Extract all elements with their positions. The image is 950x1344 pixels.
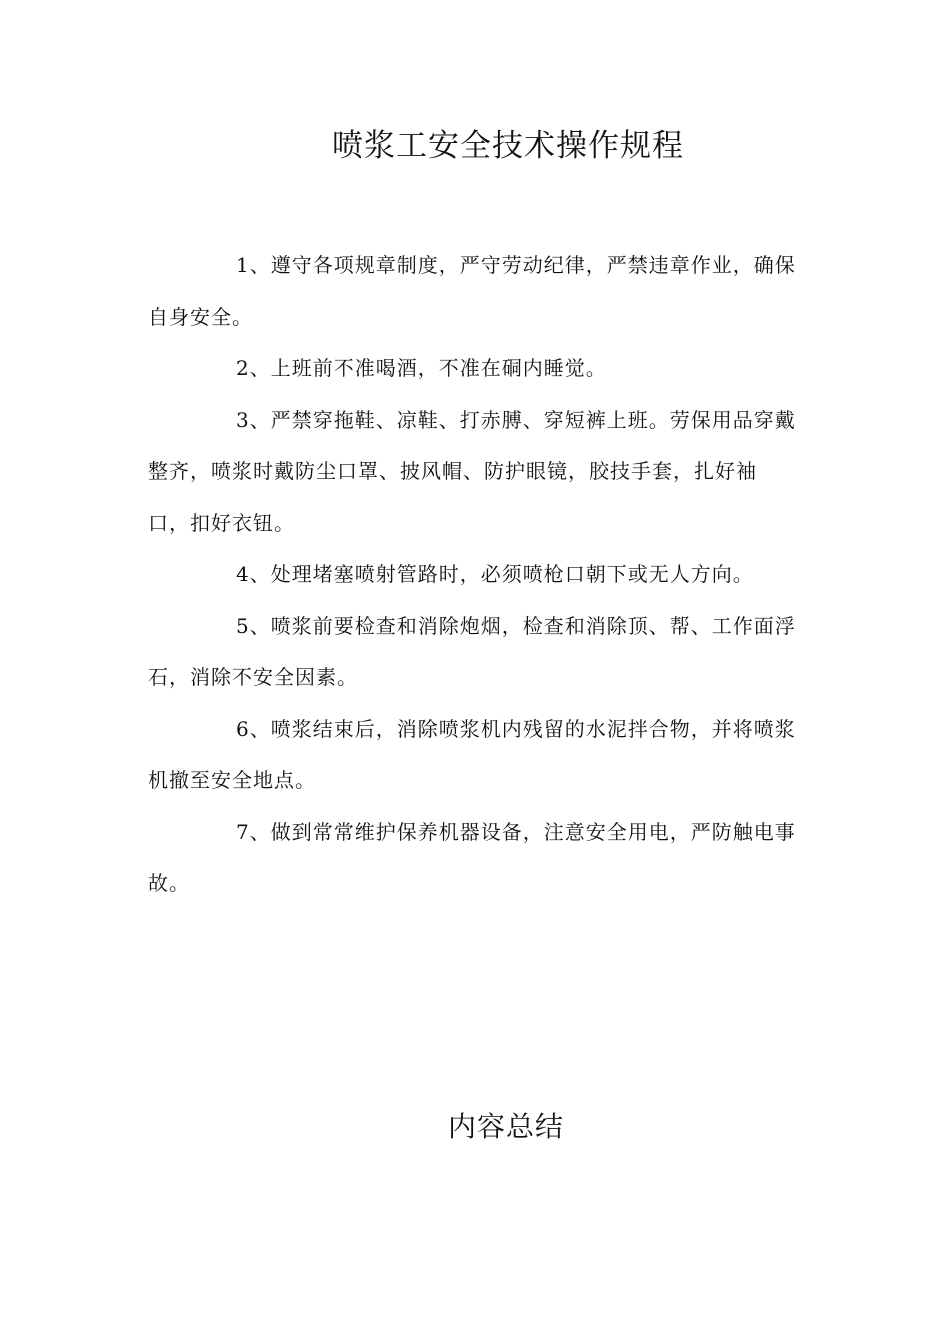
document-title: 喷浆工安全技术操作规程 xyxy=(332,128,684,164)
rule-item-1: 1、遵守各项规章制度，严守劳动纪律，严禁违章作业，确保自身安全。 xyxy=(148,253,796,329)
rules-list xyxy=(148,240,798,910)
rule-item-3: 3、严禁穿拖鞋、凉鞋、打赤膊、穿短裤上班。劳保用品穿戴整齐，喷浆时戴防尘口罩、披风帽、防护眼镜，胶技手套，扎好袖口，扣好衣钮。 xyxy=(148,407,796,535)
rule-item-7: 7、做到常常维护保养机器设备，注意安全用电，严防触电事故。 xyxy=(148,819,796,895)
rule-item-5: 5、喷浆前要检查和消除炮烟，检查和消除顶、帮、工作面浮石，消除不安全因素。 xyxy=(148,613,796,689)
summary-heading: 内容总结 xyxy=(448,1110,565,1143)
rule-item-4: 4、处理堵塞喷射管路时，必须喷枪口朝下或无人方向。 xyxy=(236,562,754,586)
rule-item-6: 6、喷浆结束后，消除喷浆机内残留的水泥拌合物，并将喷浆机撤至安全地点。 xyxy=(148,716,796,792)
rule-item-2: 2、上班前不准喝酒，不准在硐内睡觉。 xyxy=(236,356,607,380)
